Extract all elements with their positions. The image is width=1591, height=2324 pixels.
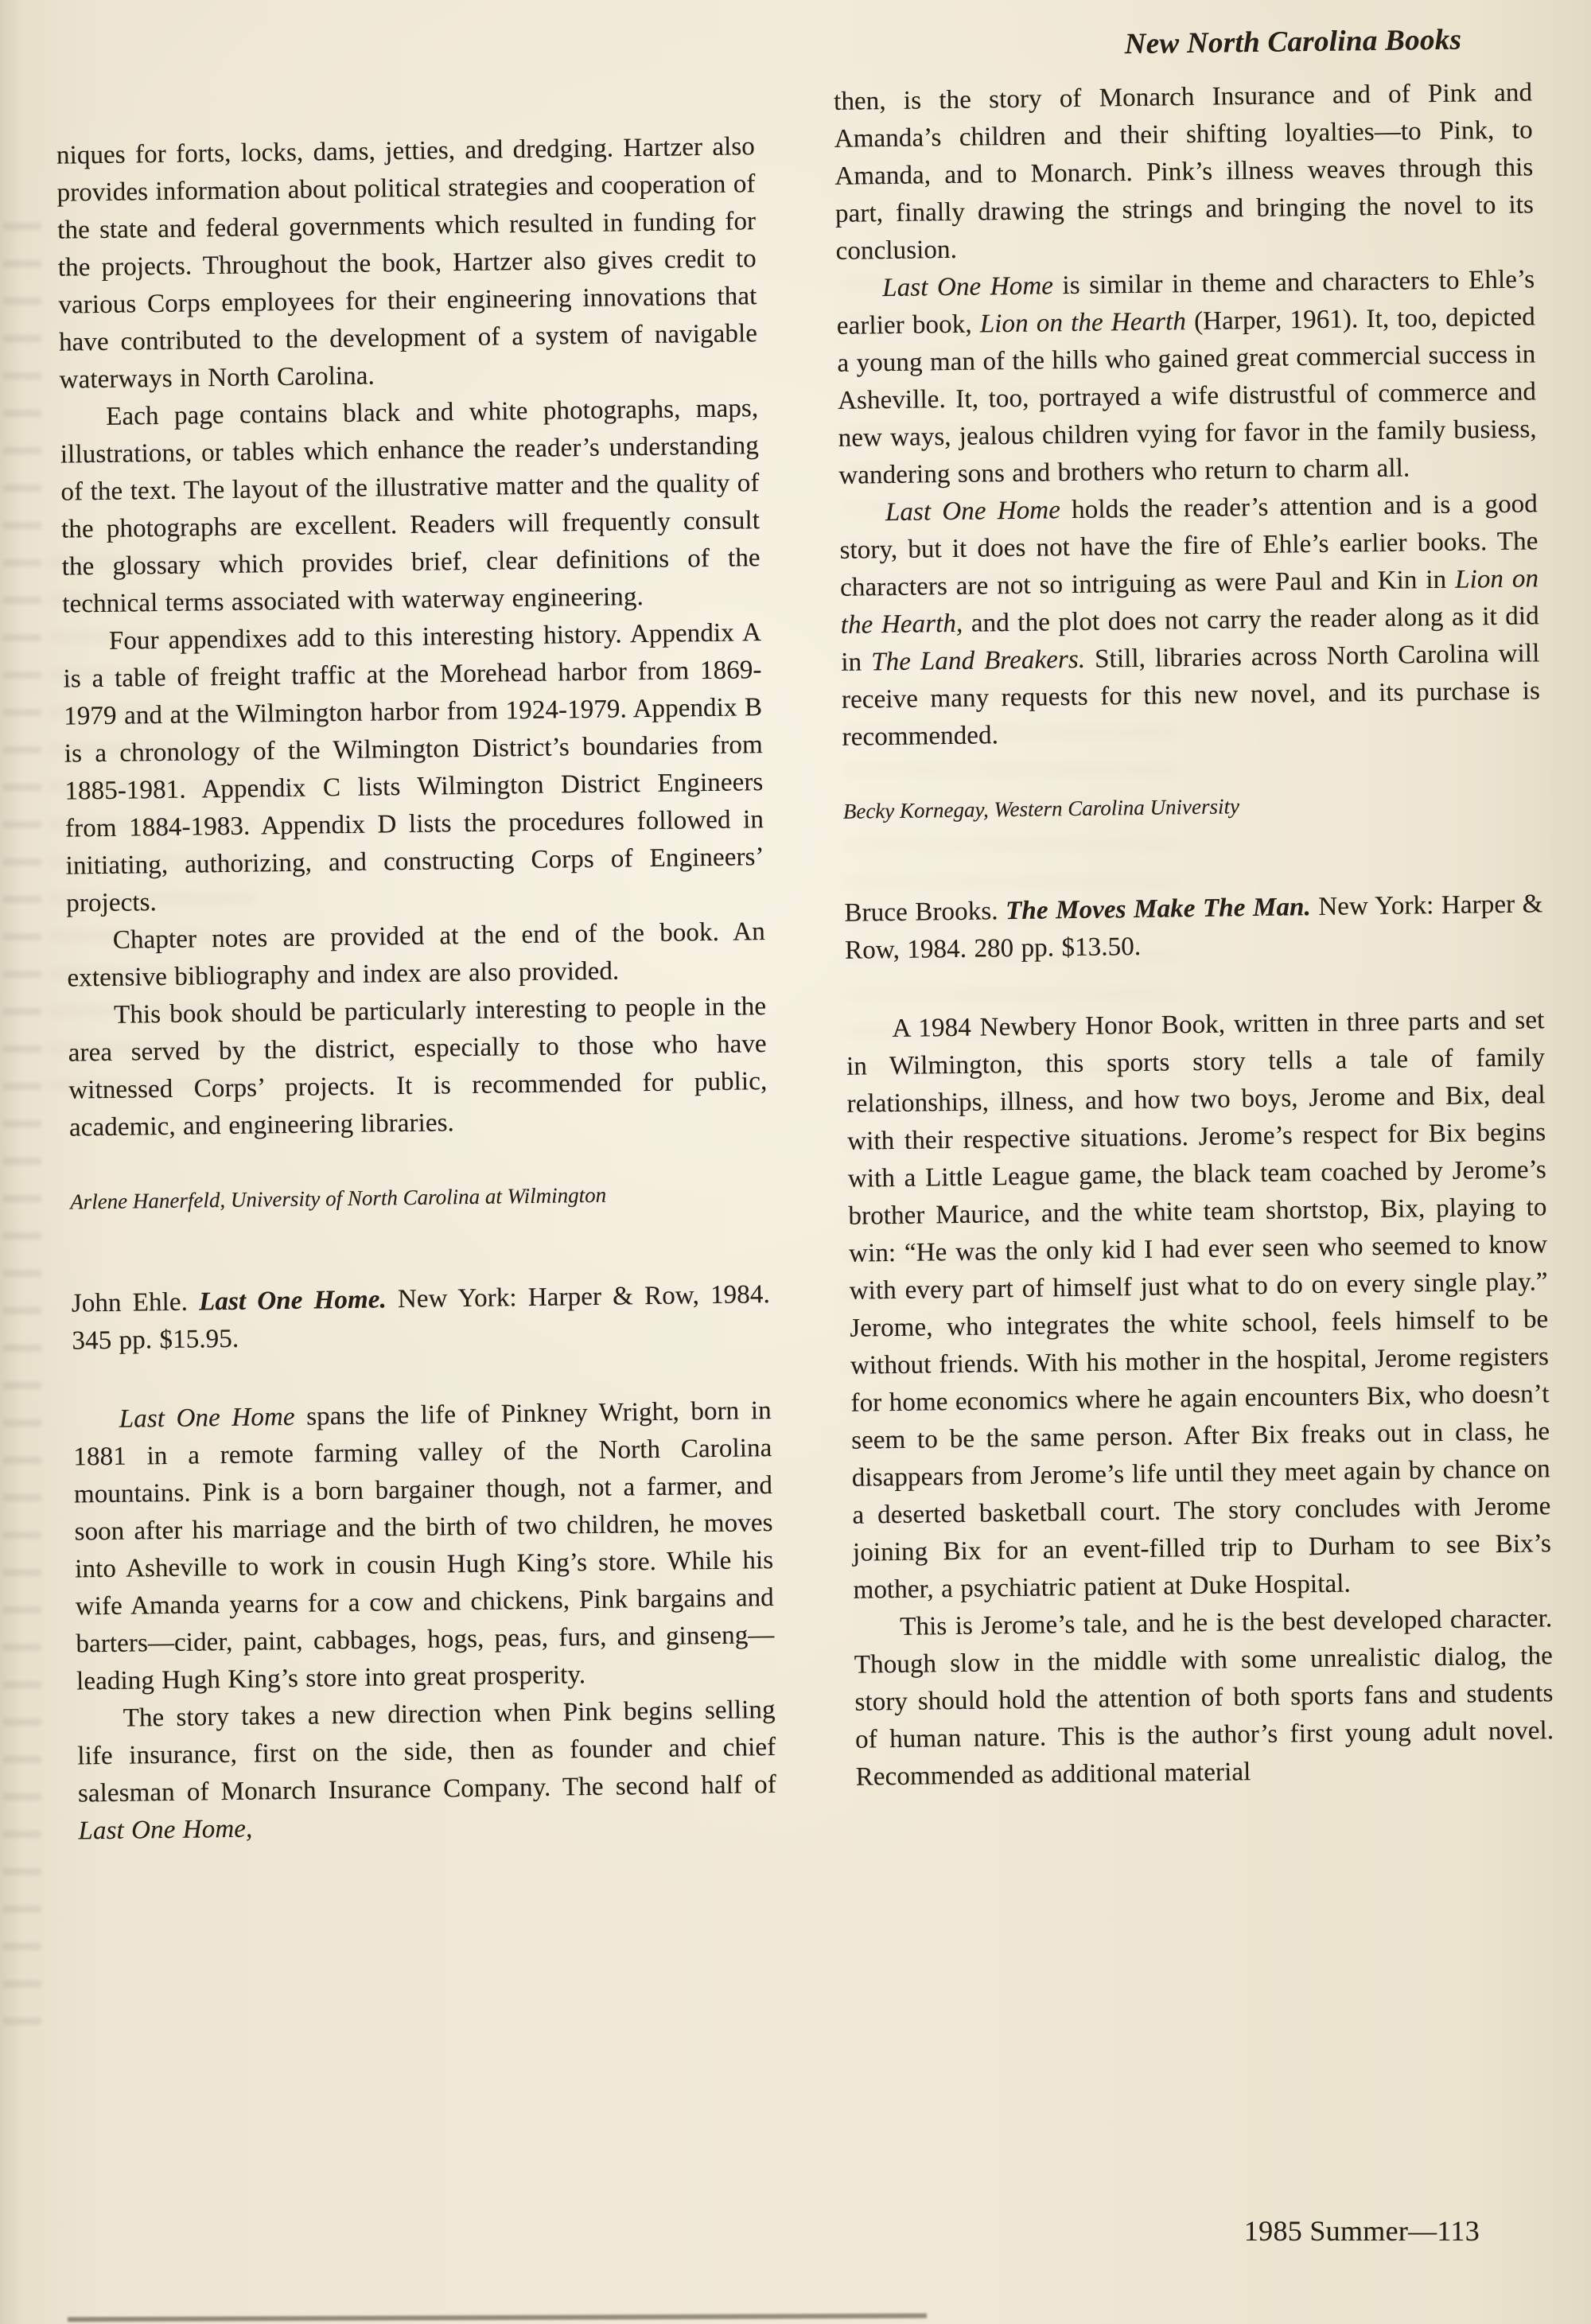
two-column-layout xyxy=(56,74,1555,1850)
paragraph: This book should be particularly interesting to people in the area served by the district, especially to those who have witnessed Corps’ projects. It is recommended for public, academic, and engineering libraries. xyxy=(68,992,768,1143)
paragraph: Last One Home spans the life of Pinkney Wright, born in 1881 in a remote farming valley of the North Carolina mountains. Pink is a born bargainer though, not a farmer, and soon after his marriage and the birth of two children, he moves into Asheville to work in cousin Hugh King’s store. While his wife Amanda yearns for a cow and chickens, Pink bargains and barters—cider, paint, cabbages, hogs, peas, furs, and ginseng—leading Hugh King’s store into great prosperity. xyxy=(73,1396,775,1696)
paragraph: niques for forts, locks, dams, jetties, and dredging. Hartzer also provides information about political strategies and cooperation of the state and federal governments which resulted in funding for the projects. Throughout the book, Hartzer also gives credit to various Corps employees for their engineering innovations that have contributed to the development of a system of navigable waterways in North Carolina. xyxy=(56,132,758,395)
paragraph: Each page contains black and white photographs, maps, illustrations, or tables which enhance the reader’s understanding of the text. The layout of the illustrative matter and the quality of the photographs are excellent. Readers will frequently consult the glossary which provides brief, clear definitions of the technical terms associated with waterway engineering. xyxy=(60,394,760,619)
paragraph: This is Jerome’s tale, and he is the best developed character. Though slow in the middle with some unrealistic dialog, the story should hold the attention of both sports fans and students of human nature. This is the author’s first young adult novel. Recommended as additional material xyxy=(854,1604,1554,1792)
paragraph: A 1984 Newbery Honor Book, written in three parts and set in Wilmington, this sports story tells a tale of family relationships, illness, and how two boys, Jerome and Bix, deal with their respective situations. Jerome’s respect for Bix begins with a Little League game, the black team coached by Jerome’s brother Maurice, and the white team shortstop, Bix, playing to win: “He was the only kid I had ever seen who seemed to know with every part of himself just what to do on every single play.” Jerome, who integrates the white school, feels himself to be without friends. With his mother in the hospital, Jerome registers for home economics where he again encounters Bix, who doesn’t seem to be the same person. After Bix freaks out in class, he disappears from Jerome’s life until they meet again by chance on a deserted basketball court. The story concludes with Jerome joining Bix for an event-filled trip to Durham to see Bix’s mother, a psychiatric patient at Duke Hospital. xyxy=(846,1006,1552,1605)
book-citation: John Ehle. Last One Home. New York: Harper & Row, 1984. 345 pp. $15.95. xyxy=(71,1280,771,1356)
reviewer-attribution: Becky Kornegay, Western Carolina University xyxy=(842,794,1240,823)
book-citation: Bruce Brooks. The Moves Make The Man. New York: Harper & Row, 1984. 280 pp. $13.50. xyxy=(844,890,1543,965)
left-column xyxy=(56,84,777,1850)
reviewer-attribution: Arlene Hanerfeld, University of North Carolina at Wilmington xyxy=(70,1182,607,1214)
paragraph: The story takes a new direction when Pink begins selling life insurance, first on the side, then as founder and chief salesman of Monarch Insurance Company. The second half of Last One Home, xyxy=(77,1695,777,1846)
paragraph: Chapter notes are provided at the end of the book. An extensive bibliography and index are also provided. xyxy=(67,917,766,993)
paragraph: Last One Home holds the reader’s attention and is a good story, but it does not have the fire of Ehle’s earlier books. The characters are not so intriguing as were Paul and Kin in Lion on the Hearth, and the plot does not carry the reader along as it did in The Land Breakers. Still, libraries across North Carolina will receive many requests for this new novel, and its purchase is recommended. xyxy=(839,489,1541,752)
paragraph: Last One Home is similar in theme and characters to Ehle’s earlier book, Lion on the Hearth (Harper, 1961). It, too, depicted a young man of the hills who gained great commercial success in Asheville. It, too, portrayed a wife distrustful of commerce and new ways, jealous children vying for favor in the family busiess, wandering sons and brothers who return to charm all. xyxy=(836,265,1537,490)
scan-edge-shadow xyxy=(68,2314,927,2322)
journal-title: New North Carolina Books xyxy=(1124,23,1462,61)
page-number: 1985 Summer—113 xyxy=(1243,2215,1480,2247)
bleedthrough-left-edge xyxy=(3,223,41,2053)
paragraph: Four appendixes add to this interesting history. Appendix A is a table of freight traffic at the Morehead harbor from 1869-1979 and at the Wilmington harbor from 1924-1979. Appendix B is a chronology of the Wilmington District’s boundaries from 1885-1981. Appendix C lists Wilmington District Engineers from 1884-1983. Appendix D lists the procedures followed in initiating, authorizing, and constructing Corps of Engineers’ projects. xyxy=(63,618,764,918)
paragraph: then, is the story of Monarch Insurance and of Pink and Amanda’s children and their shifting loyalties—to Pink, to Amanda, and to Monarch. Pink’s illness weaves through this part, finally drawing the strings and bringing the novel to its conclusion. xyxy=(833,78,1535,266)
right-column xyxy=(834,74,1555,1839)
page-content xyxy=(55,21,1555,1850)
